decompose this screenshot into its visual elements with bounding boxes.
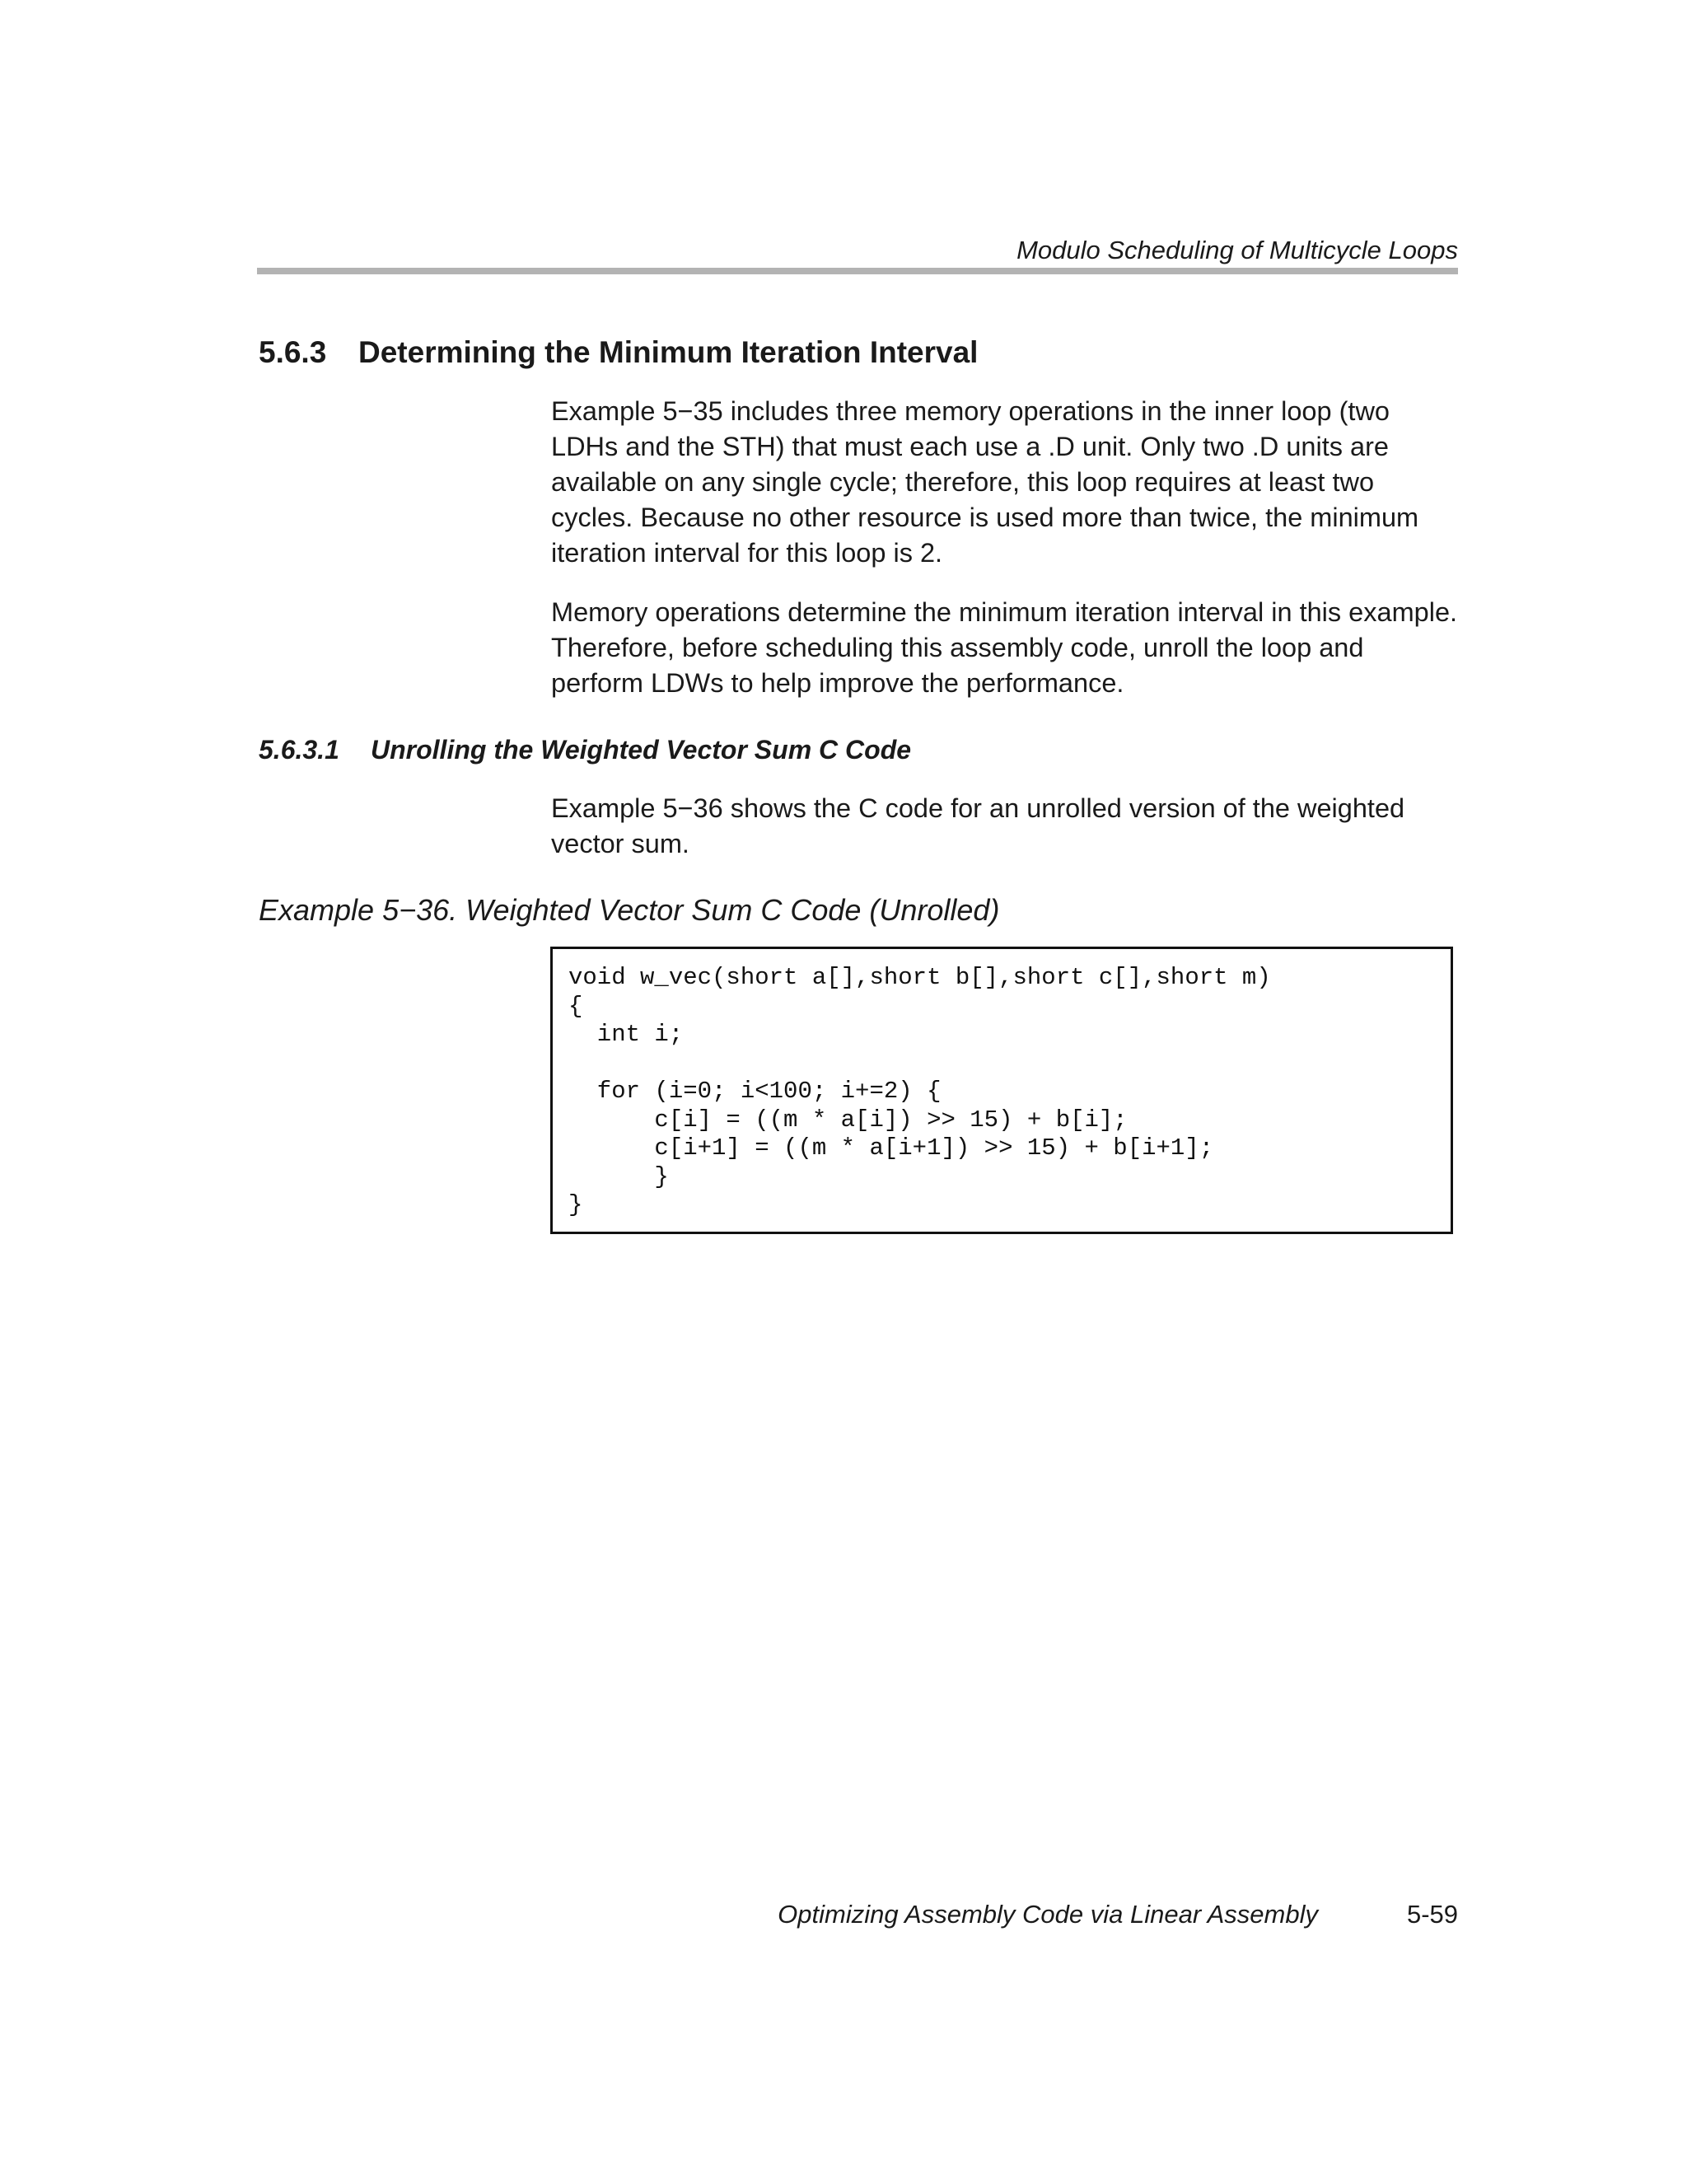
- section-number: 5.6.3: [259, 335, 327, 369]
- code-listing: void w_vec(short a[],short b[],short c[],short m) { int i; for (i=0; i<100; i+=2) { c[i] = ((m * a[i]) >> 15) + b[i]; c[i+1] = ((m * a[i+1]) >> 15) + b[i+1]; } }: [568, 964, 1271, 1218]
- subsection-number: 5.6.3.1: [259, 735, 339, 765]
- subsection-title: Unrolling the Weighted Vector Sum C Code: [371, 735, 912, 765]
- section-paragraph-2: Memory operations determine the minimum iteration interval in this example. Therefore, before scheduling this assembly code, unroll the loop and perform LDWs to help improve the performance.: [551, 597, 1458, 698]
- header-rule: [257, 268, 1458, 274]
- running-header: Modulo Scheduling of Multicycle Loops: [1016, 236, 1458, 264]
- section-title: Determining the Minimum Iteration Interval: [358, 335, 979, 369]
- subsection-heading: [259, 732, 911, 767]
- page-number: 5-59: [1406, 1900, 1458, 1929]
- section-paragraph-1: Example 5−35 includes three memory operations in the inner loop (two LDHs and the STH) that must each use a .D unit. Only two .D units are available on any single cycle; therefore, this loop requires at least two cycles. Because no other resource is used more than twice, the minimum iteration interval for this loop is 2.: [551, 396, 1419, 568]
- example-caption: Example 5−36. Weighted Vector Sum C Code (Unrolled): [259, 893, 1000, 927]
- code-listing-box: [550, 947, 1453, 1234]
- section-heading: [259, 333, 978, 372]
- footer-title: Optimizing Assembly Code via Linear Assembly: [778, 1900, 1318, 1929]
- subsection-paragraph: Example 5−36 shows the C code for an unrolled version of the weighted vector sum.: [551, 793, 1405, 858]
